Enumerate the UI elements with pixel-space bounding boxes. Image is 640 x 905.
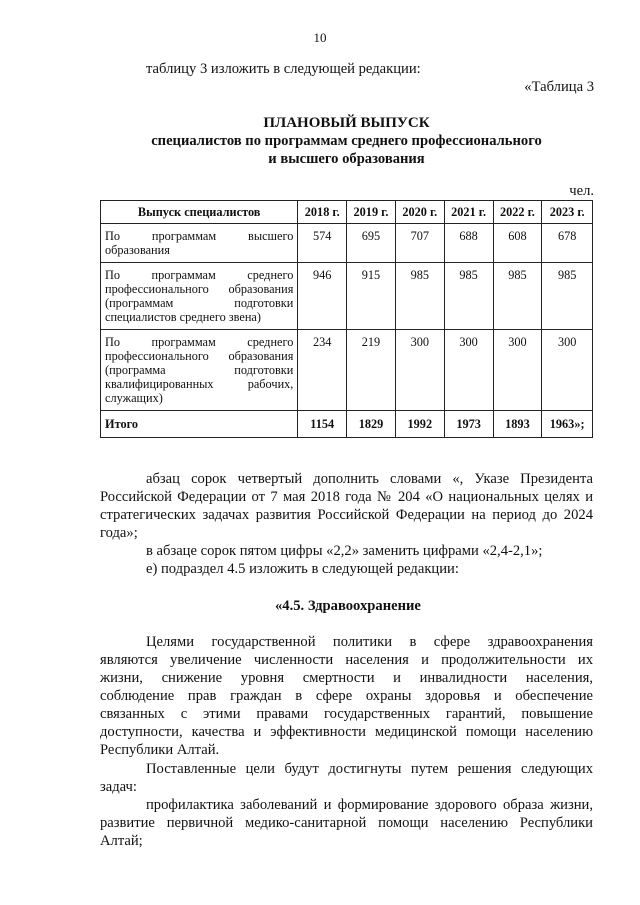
label-line: (программа подготовки — [105, 363, 294, 377]
table-cell: 300 — [395, 330, 444, 411]
label-line: По программам среднего — [105, 268, 294, 282]
table-cell: 695 — [347, 224, 396, 263]
header-cell: 2022 г. — [493, 201, 542, 224]
table-cell: 300 — [444, 330, 493, 411]
para5-line: задач: — [100, 779, 137, 795]
header-cell: 2018 г. — [298, 201, 347, 224]
page-number: 10 — [313, 30, 327, 45]
label-line: профессионального образования — [105, 349, 294, 363]
title-line-2: специалистов по программам среднего профессионального — [151, 133, 542, 149]
table-total-row — [101, 411, 593, 438]
total-cell: 1973 — [444, 411, 493, 438]
intro-line: таблицу 3 изложить в следующей редакции: — [146, 61, 421, 77]
total-cell: 1154 — [298, 411, 347, 438]
table-cell: 219 — [347, 330, 396, 411]
table-row — [101, 224, 593, 263]
graduation-table — [100, 200, 593, 438]
table-cell: 678 — [542, 224, 593, 263]
table-cell: 985 — [395, 263, 444, 330]
para6-line: профилактика заболеваний и формирование здорового образа жизни, — [146, 797, 593, 813]
unit-label: чел. — [569, 183, 594, 199]
table-cell: 707 — [395, 224, 444, 263]
total-cell: 1893 — [493, 411, 542, 438]
para1-line: стратегических задачах развития Российской Федерации на период до 2024 — [100, 507, 593, 523]
label-line: По программам среднего — [105, 335, 294, 349]
header-cell: 2021 г. — [444, 201, 493, 224]
para1-line: года»; — [100, 525, 138, 541]
para4-line: являются увеличение численности населения и продолжительности их — [100, 652, 593, 668]
para4-line: жизни, снижение уровня смертности и инвалидности населения, — [100, 670, 593, 686]
para3: е) подраздел 4.5 изложить в следующей редакции: — [146, 561, 459, 577]
table-cell: 300 — [493, 330, 542, 411]
table-cell: 688 — [444, 224, 493, 263]
para5-line: Поставленные цели будут достигнуты путем решения следующих — [146, 761, 593, 777]
total-cell: 1992 — [395, 411, 444, 438]
title-line-1: ПЛАНОВЫЙ ВЫПУСК — [263, 115, 430, 131]
table-cell: 608 — [493, 224, 542, 263]
label-line: образования — [105, 243, 170, 257]
label-line: По программам высшего — [105, 229, 294, 243]
para4-line: связанных с этими правами государственных гарантий, повышение — [100, 706, 593, 722]
header-cell: 2023 г. — [542, 201, 593, 224]
para1-line: Российской Федерации от 7 мая 2018 года № 204 «О национальных целях и — [100, 489, 593, 505]
table-cell: 946 — [298, 263, 347, 330]
total-label: Итого — [101, 411, 298, 438]
label-line: (программам подготовки — [105, 296, 294, 310]
label-line: служащих) — [105, 391, 163, 405]
label-line: специалистов среднего звена) — [105, 310, 261, 324]
para6-line: развитие первичной медико-санитарной помощи населению Республики — [100, 815, 593, 831]
row-label — [101, 330, 298, 411]
table-cell: 985 — [444, 263, 493, 330]
para4-line: доступности, качества и эффективности медицинской помощи населению — [100, 724, 593, 740]
para4-line: соблюдение прав граждан в сфере охраны здоровья и обеспечение — [100, 688, 593, 704]
total-cell: 1829 — [347, 411, 396, 438]
total-cell: 1963»; — [542, 411, 593, 438]
row-label — [101, 263, 298, 330]
label-line: профессионального образования — [105, 282, 294, 296]
table-row — [101, 330, 593, 411]
header-cell: 2020 г. — [395, 201, 444, 224]
table-cell: 915 — [347, 263, 396, 330]
table-cell: 574 — [298, 224, 347, 263]
table-cell: 234 — [298, 330, 347, 411]
title-line-3: и высшего образования — [268, 151, 425, 167]
para2: в абзаце сорок пятом цифры «2,2» заменить цифрами «2,4-2,1»; — [146, 543, 543, 559]
table-cell: 985 — [493, 263, 542, 330]
para6-line: Алтай; — [100, 833, 143, 849]
header-cell: 2019 г. — [347, 201, 396, 224]
para4-line: Целями государственной политики в сфере здравоохранения — [146, 634, 593, 650]
table-row — [101, 263, 593, 330]
section-heading: «4.5. Здравоохранение — [275, 598, 421, 614]
header-cell: Выпуск специалистов — [101, 201, 298, 224]
table-cell: 300 — [542, 330, 593, 411]
label-line: квалифицированных рабочих, — [105, 377, 294, 391]
row-label — [101, 224, 298, 263]
para4-line: Республики Алтай. — [100, 742, 220, 758]
para1-line: абзац сорок четвертый дополнить словами «, Указе Президента — [146, 471, 593, 487]
table-cell: 985 — [542, 263, 593, 330]
table-caption: «Таблица 3 — [524, 79, 594, 95]
table-header-row — [101, 201, 593, 224]
